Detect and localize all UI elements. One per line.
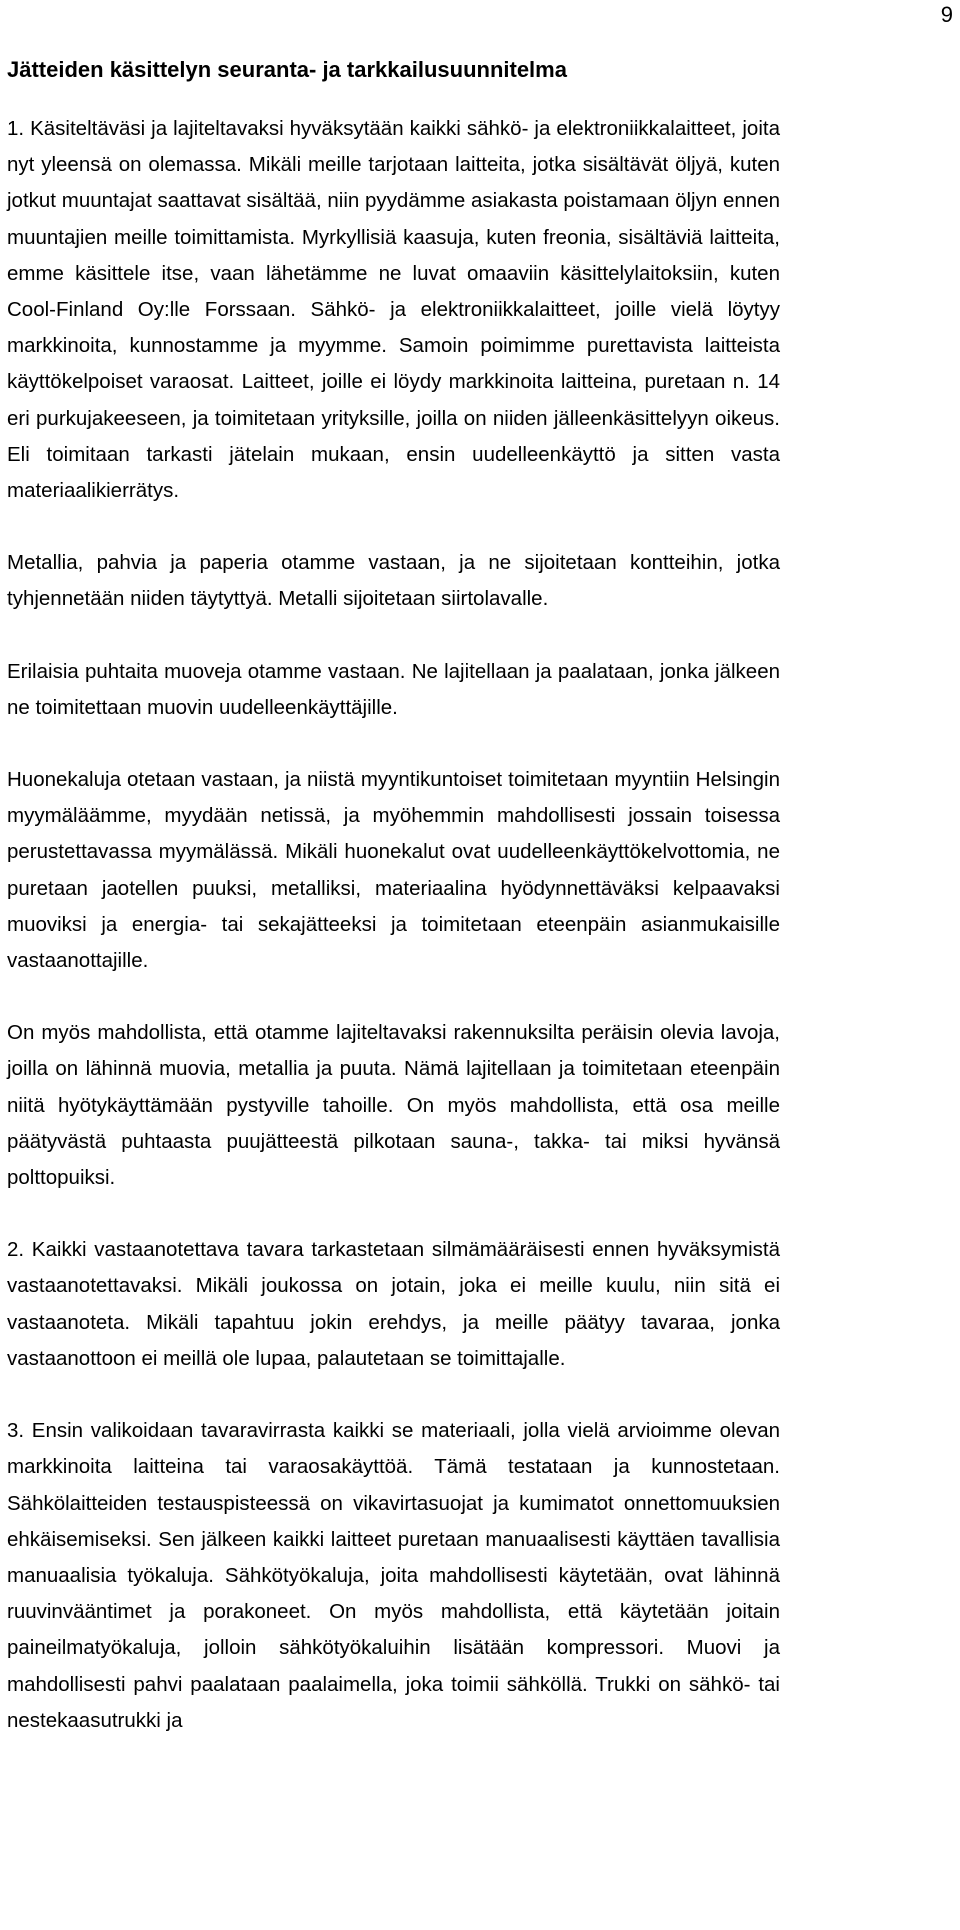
paragraph-7: 3. Ensin valikoidaan tavaravirrasta kaikki se materiaali, jolla vielä arvioimme olevan markkinoita laitteina tai varaosakäyttöä. Tämä testataan ja kunnostetaan. Sähkölaitteiden testauspisteessä on vikavirtasuojat ja kumimatot onnettomuuksien ehkäisemiseksi. Sen jälkeen kaikki laitteet puretaan manuaalisesti käyttäen tavallisia manuaalisia työkaluja. Sähkötyökaluja, joita mahdollisesti käytetään, ovat lähinnä ruuvinvääntimet ja porakoneet. On myös mahdollista, että käytetään joitain paineilmatyökaluja, jolloin sähkötyökaluihin lisätään kompressori. Muovi ja mahdollisesti pahvi paalataan paalaimella, joka toimii sähköllä. Trukki on sähkö- tai nestekaasutrukki ja [7, 1419, 780, 1732]
document-heading: Jätteiden käsittelyn seuranta- ja tarkkailusuunnitelma [7, 57, 567, 82]
paragraph-2: Metallia, pahvia ja paperia otamme vastaan, ja ne sijoitetaan kontteihin, jotka tyhjennetään niiden täytyttyä. Metalli sijoitetaan siirtolavalle. [7, 551, 780, 611]
page-number: 9 [940, 2, 953, 27]
paragraph-4: Huonekaluja otetaan vastaan, ja niistä myyntikuntoiset toimitetaan myyntiin Helsingin myymäläämme, myydään netissä, ja myöhemmin mahdollisesti jossain toisessa perustettavassa myymälässä. Mikäli huonekalut ovat uudelleenkäyttökelvottomia, ne puretaan jaotellen puuksi, metalliksi, materiaalina hyödynnettäväksi kelpaavaksi muoviksi ja energia- tai sekajätteeksi ja toimitetaan eteenpäin asianmukaisille vastaanottajille. [7, 768, 780, 973]
paragraph-3: Erilaisia puhtaita muoveja otamme vastaan. Ne lajitellaan ja paalataan, jonka jälkeen ne toimitettaan muovin uudelleenkäyttäjille. [7, 659, 780, 719]
document-body [7, 52, 780, 1775]
paragraph-1: 1. Käsiteltäväsi ja lajiteltavaksi hyväksytään kaikki sähkö- ja elektroniikkalaitteet, joita nyt yleensä on olemassa. Mikäli meille tarjotaan laitteita, jotka sisältävät öljyä, kuten jotkut muuntajat saattavat sisältää, niin pyydämme asiakasta poistamaan öljyn ennen muuntajien meille toimittamista. Myrkyllisiä kaasuja, kuten freonia, sisältäviä laitteita, emme käsittele itse, vaan lähetämme ne luvat omaaviin käsittelylaitoksiin, kuten Cool-Finland Oy:lle Forssaan. Sähkö- ja elektroniikkalaitteet, joille vielä löytyy markkinoita, kunnostamme ja myymme. Samoin poimimme purettavista laitteista käyttökelpoiset varaosat. Laitteet, joille ei löydy markkinoita laitteina, puretaan n. 14 eri purkujakeeseen, ja toimitetaan yrityksille, joilla on niiden jälleenkäsittelyyn oikeus. Eli toimitaan tarkasti jätelain mukaan, ensin uudelleenkäyttö ja sitten vasta materiaalikierrätys. [7, 117, 780, 503]
paragraph-6: 2. Kaikki vastaanotettava tavara tarkastetaan silmämääräisesti ennen hyväksymistä vastaanotettavaksi. Mikäli joukossa on jotain, joka ei meille kuulu, niin sitä ei vastaanoteta. Mikäli tapahtuu jokin erehdys, ja meille päätyy tavaraa, jonka vastaanottoon ei meillä ole lupaa, palautetaan se toimittajalle. [7, 1238, 780, 1370]
paragraph-5: On myös mahdollista, että otamme lajiteltavaksi rakennuksilta peräisin olevia lavoja, joilla on lähinnä muovia, metallia ja puuta. Nämä lajitellaan ja toimitetaan eteenpäin niitä hyötykäyttämään pystyville tahoille. On myös mahdollista, että osa meille päätyvästä puhtaasta puujätteestä pilkotaan sauna-, takka- tai miksi hyvänsä polttopuiksi. [7, 1021, 780, 1190]
